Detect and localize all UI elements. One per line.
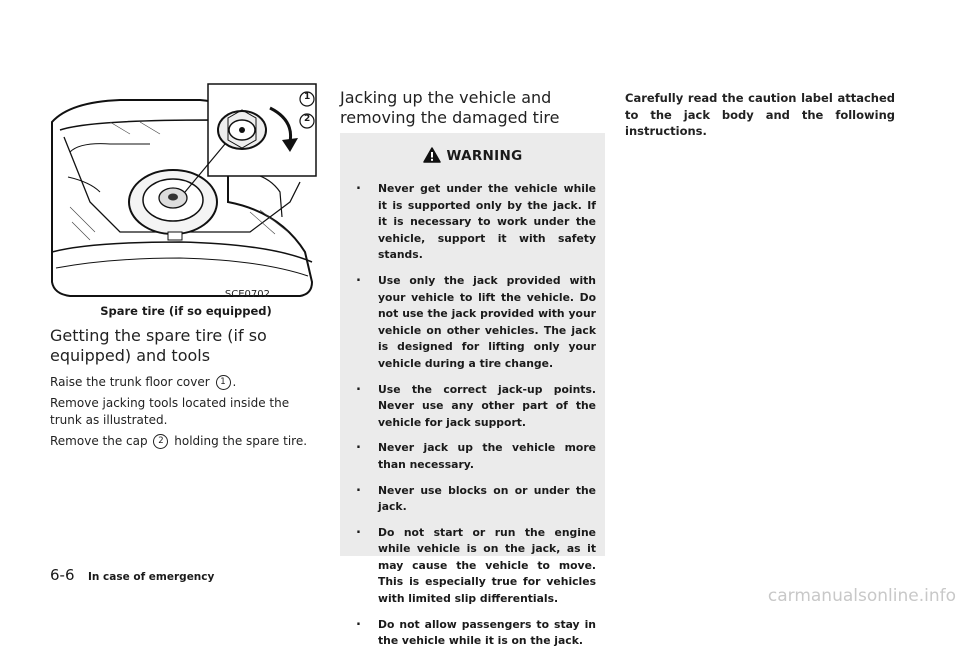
list-item: . Never jack up the vehicle more than necessary. — [356, 440, 596, 473]
spare-tire-illustration — [50, 82, 318, 300]
section-heading: Getting the spare tire (if so equipped) and tools — [50, 326, 267, 365]
list-item: . Use the correct jack-up points. Never use any other part of the vehicle for jack support. — [356, 382, 596, 432]
list-item: . Use only the jack provided with your vehicle to lift the vehicle. Do not use the jack provided with your vehicle on other vehicles. The jack is designed for lifting only your vehicle during a tire change. — [356, 273, 596, 373]
caution-paragraph: Carefully read the caution label attached to the jack body and the following instructions. — [625, 91, 895, 138]
list-item: . Do not allow passengers to stay in the vehicle while it is on the jack. — [356, 617, 596, 650]
figure-callout-2: 2 — [304, 114, 311, 124]
footer-section-title: In case of emergency — [88, 571, 215, 583]
section-spare-tire — [50, 326, 320, 450]
page-number: 6-6 — [50, 566, 75, 584]
paragraph-raise-cover: Raise the trunk floor cover 1 . — [50, 375, 237, 389]
watermark-text: carmanualsonline.info — [767, 586, 956, 606]
warning-list — [356, 181, 596, 659]
list-item: . Never use blocks on or under the jack. — [356, 483, 596, 516]
section-jacking — [340, 88, 605, 128]
warning-title: WARNING — [340, 147, 605, 164]
list-item: . Never get under the vehicle while it is supported only by the jack. If it is necessary to work under the vehicle, support it with safety stands. — [356, 181, 596, 264]
paragraph-remove-cap: Remove the cap 2 holding the spare tire. — [50, 434, 308, 448]
figure-callout-1: 1 — [304, 92, 311, 102]
section-heading: Jacking up the vehicle and removing the damaged tire — [340, 88, 560, 127]
warning-box — [340, 133, 605, 648]
figure-caption: Spare tire (if so equipped) — [100, 304, 272, 318]
page-footer — [50, 566, 214, 584]
paragraph-remove-tools: Remove jacking tools located inside the trunk as illustrated. — [50, 396, 290, 427]
section-caution-label — [625, 90, 895, 140]
warning-triangle-icon — [423, 147, 441, 163]
callout-ref-1: 1 — [216, 375, 231, 390]
figure-code: SCE0702 — [224, 289, 270, 300]
list-item: . Do not start or run the engine while vehicle is on the jack, as it may cause the vehicle to move. This is especially true for vehicles with limited slip differentials. — [356, 525, 596, 608]
callout-ref-2: 2 — [153, 434, 168, 449]
